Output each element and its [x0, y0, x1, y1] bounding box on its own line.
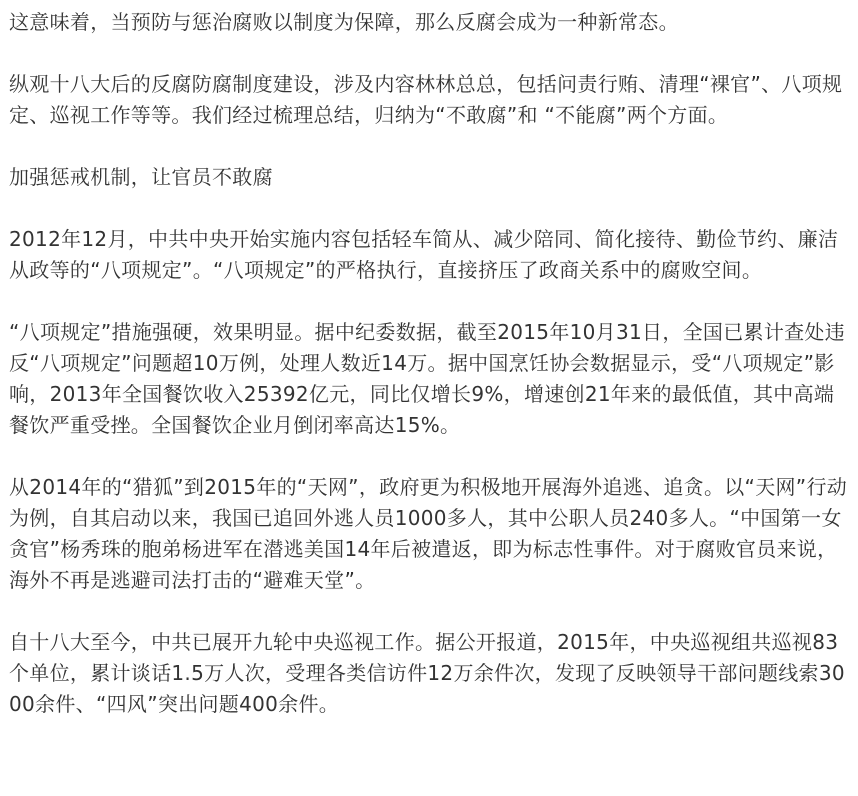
paragraph-4: “八项规定”措施强硬，效果明显。据中纪委数据，截至2015年10月31日，全国已累计查处违反“八项规定”问题超10万例，处理人数近14万。据中国烹饪协会数据显示，受“八项规定”影响，2013年全国餐饮收入25392亿元，同比仅增长9%，增速创21年来的最低值，其中高端餐饮严重受挫。全国餐饮企业月倒闭率高达15%。	[9, 320, 846, 437]
article-body	[9, 0, 854, 720]
paragraph-spacer	[9, 38, 854, 69]
paragraph-5: 从2014年的“猎狐”到2015年的“天网”，政府更为积极地开展海外追逃、追贪。以“天网”行动为例，自其启动以来，我国已追回外逃人员1000多人，其中公职人员240多人。“中国第一女贪官”杨秀珠的胞弟杨进军在潜逃美国14年后被遣返，即为标志性事件。对于腐败官员来说，海外不再是逃避司法打击的“避难天堂”。	[9, 475, 848, 592]
paragraph-spacer	[9, 193, 854, 224]
section-heading: 加强惩戒机制，让官员不敢腐	[9, 165, 273, 189]
paragraph-spacer	[9, 596, 854, 627]
paragraph-2: 纵观十八大后的反腐防腐制度建设，涉及内容林林总总，包括问责行贿、清理“裸官”、八项规定、巡视工作等等。我们经过梳理总结，归纳为“不敢腐”和 “不能腐”两个方面。	[9, 72, 843, 127]
paragraph-1: 这意味着，当预防与惩治腐败以制度为保障，那么反腐会成为一种新常态。	[9, 10, 679, 34]
paragraph-spacer	[9, 286, 854, 317]
paragraph-3: 2012年12月，中共中央开始实施内容包括轻车简从、减少陪同、简化接待、勤俭节约、廉洁从政等的“八项规定”。“八项规定”的严格执行，直接挤压了政商关系中的腐败空间。	[9, 227, 839, 282]
paragraph-6: 自十八大至今，中共已展开九轮中央巡视工作。据公开报道，2015年，中央巡视组共巡视83个单位，累计谈话1.5万人次，受理各类信访件12万余件次，发现了反映领导干部问题线索3000余件、“四风”突出问题400余件。	[9, 630, 845, 716]
paragraph-spacer	[9, 131, 854, 162]
paragraph-spacer	[9, 441, 854, 472]
